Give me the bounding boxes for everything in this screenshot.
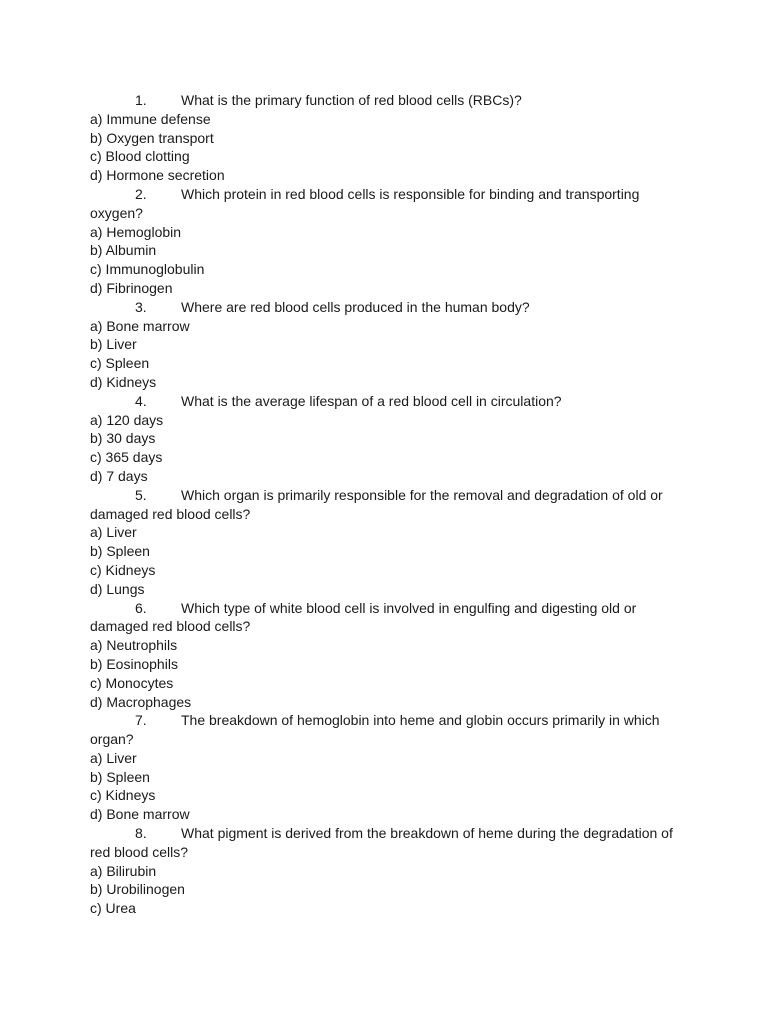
answer-option: a) Liver: [90, 524, 137, 541]
answer-option: c) Blood clotting: [90, 148, 190, 165]
answer-option: d) Bone marrow: [90, 806, 190, 823]
answer-option: b) Urobilinogen: [90, 881, 185, 898]
answer-option: b) Eosinophils: [90, 655, 178, 672]
answer-option: b) Spleen: [90, 543, 150, 560]
question-8: [90, 824, 680, 918]
answer-option: a) Immune defense: [90, 110, 211, 127]
question-number: 1.: [135, 92, 147, 108]
quiz-content: [90, 91, 680, 918]
answer-option: a) Neutrophils: [90, 637, 178, 654]
question-text-continuation: damaged red blood cells?: [90, 505, 251, 522]
answer-option: a) Bilirubin: [90, 862, 157, 879]
answer-option: c) Monocytes: [90, 674, 174, 691]
answer-option: b) Albumin: [90, 242, 157, 259]
answer-option: d) Kidneys: [90, 373, 157, 390]
question-text: The breakdown of hemoglobin into heme and globin occurs primarily in which: [181, 712, 660, 729]
question-6: [90, 599, 680, 712]
answer-option: d) Hormone secretion: [90, 167, 225, 184]
question-1: [90, 91, 680, 185]
question-text: What is the primary function of red blood cells (RBCs)?: [181, 92, 522, 108]
answer-option: a) Bone marrow: [90, 317, 190, 334]
question-text-continuation: organ?: [90, 731, 134, 748]
question-number: 5.: [135, 486, 147, 503]
answer-option: c) 365 days: [90, 449, 163, 466]
question-text: Which organ is primarily responsible for the removal and degradation of old or: [181, 486, 663, 503]
answer-option: c) Kidneys: [90, 561, 156, 578]
answer-option: c) Urea: [90, 900, 136, 917]
question-2: [90, 185, 680, 298]
answer-option: c) Spleen: [90, 355, 150, 372]
question-3: [90, 298, 680, 392]
question-number: 3.: [135, 298, 147, 315]
answer-option: a) Hemoglobin: [90, 223, 182, 240]
question-4: [90, 392, 680, 486]
question-text-continuation: red blood cells?: [90, 843, 189, 860]
question-number: 8.: [135, 825, 147, 842]
question-text: What pigment is derived from the breakdown of heme during the degradation of: [181, 825, 673, 842]
answer-option: d) 7 days: [90, 467, 148, 484]
answer-option: a) Liver: [90, 749, 137, 766]
answer-option: b) Oxygen transport: [90, 129, 214, 146]
question-text: Where are red blood cells produced in the human body?: [181, 298, 530, 315]
question-line: [90, 711, 680, 730]
question-text-continuation: oxygen?: [90, 204, 143, 221]
question-5: [90, 486, 680, 599]
question-line: [90, 824, 680, 843]
question-7: [90, 711, 680, 824]
question-number: 4.: [135, 392, 147, 409]
question-line: [90, 185, 680, 204]
answer-option: c) Kidneys: [90, 787, 156, 804]
question-number: 7.: [135, 712, 147, 729]
question-number: 6.: [135, 599, 147, 616]
answer-option: d) Lungs: [90, 580, 145, 597]
question-line: [90, 392, 680, 411]
question-text: Which protein in red blood cells is responsible for binding and transporting: [181, 185, 640, 202]
question-line: [90, 298, 680, 317]
answer-option: b) 30 days: [90, 430, 156, 447]
answer-option: b) Spleen: [90, 768, 150, 785]
question-text: What is the average lifespan of a red blood cell in circulation?: [181, 392, 562, 409]
question-line: [90, 91, 680, 110]
answer-option: b) Liver: [90, 336, 137, 353]
answer-option: a) 120 days: [90, 411, 164, 428]
answer-option: c) Immunoglobulin: [90, 261, 205, 278]
question-line: [90, 599, 680, 618]
question-line: [90, 486, 680, 505]
question-number: 2.: [135, 185, 147, 202]
answer-option: d) Macrophages: [90, 693, 192, 710]
answer-option: d) Fibrinogen: [90, 279, 173, 296]
question-text: Which type of white blood cell is involved in engulfing and digesting old or: [181, 599, 637, 616]
question-text-continuation: damaged red blood cells?: [90, 618, 251, 635]
